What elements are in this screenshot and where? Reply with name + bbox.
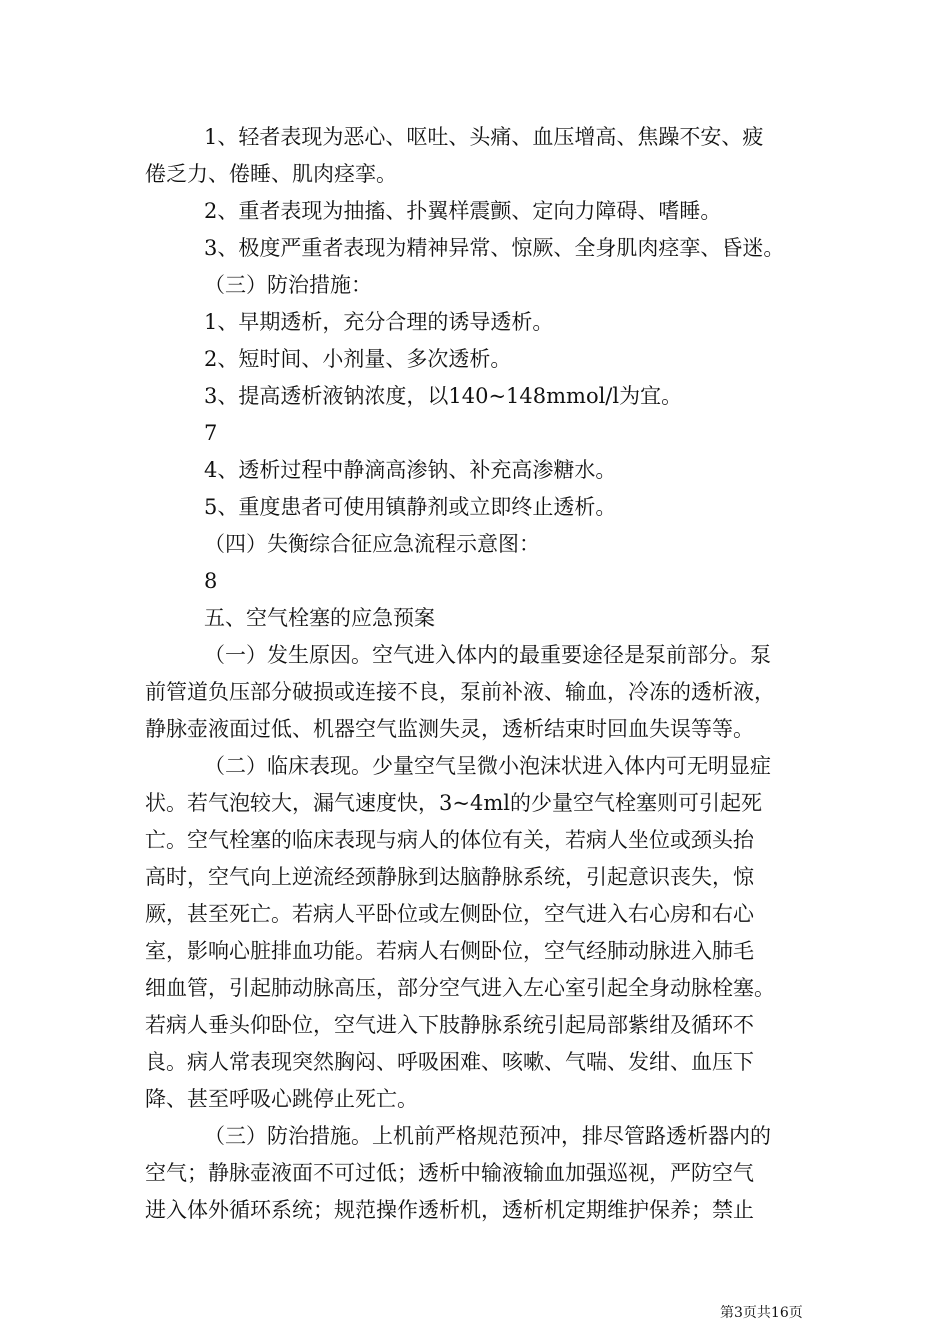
figure-number: 7 xyxy=(204,421,218,445)
text-line: 进入体外循环系统；规范操作透析机，透析机定期维护保养；禁止 xyxy=(145,1198,754,1222)
text-line: 1、轻者表现为恶心、呕吐、头痛、血压增高、焦躁不安、疲 xyxy=(204,125,764,149)
text-line: 空气；静脉壶液面不可过低；透析中输液输血加强巡视，严防空气 xyxy=(145,1161,754,1185)
text-line: 良。病人常表现突然胸闷、呼吸困难、咳嗽、气喘、发绀、血压下 xyxy=(145,1050,754,1074)
text-line: 3、提高透析液钠浓度，以140~148mmol/l为宜。 xyxy=(204,384,683,408)
text-line: 若病人垂头仰卧位，空气进入下肢静脉系统引起局部紫绀及循环不 xyxy=(145,1013,754,1037)
text-line: 5、重度患者可使用镇静剂或立即终止透析。 xyxy=(204,495,617,519)
section-heading: （四）失衡综合征应急流程示意图： xyxy=(204,532,540,556)
text-line: （一）发生原因。空气进入体内的最重要途径是泵前部分。泵 xyxy=(204,643,771,667)
page-footer: 第3页共16页 xyxy=(720,1305,803,1321)
text-line: 厥，甚至死亡。若病人平卧位或左侧卧位，空气进入右心房和右心 xyxy=(145,902,754,926)
text-line: 2、短时间、小剂量、多次透析。 xyxy=(204,347,512,371)
text-line: 亡。空气栓塞的临床表现与病人的体位有关，若病人坐位或颈头抬 xyxy=(145,828,754,852)
text-line: 静脉壶液面过低、机器空气监测失灵，透析结束时回血失误等等。 xyxy=(145,717,754,741)
text-line: 降、甚至呼吸心跳停止死亡。 xyxy=(145,1087,418,1111)
section-heading: （三）防治措施： xyxy=(204,273,372,297)
text-line: （二）临床表现。少量空气呈微小泡沫状进入体内可无明显症 xyxy=(204,754,771,778)
chapter-heading: 五、空气栓塞的应急预案 xyxy=(204,606,435,630)
text-line: （三）防治措施。上机前严格规范预冲，排尽管路透析器内的 xyxy=(204,1124,771,1148)
text-line: 前管道负压部分破损或连接不良，泵前补液、输血，冷冻的透析液， xyxy=(145,680,775,704)
text-line: 室，影响心脏排血功能。若病人右侧卧位，空气经肺动脉进入肺毛 xyxy=(145,939,754,963)
figure-number: 8 xyxy=(204,569,218,593)
text-line: 4、透析过程中静滴高渗钠、补充高渗糖水。 xyxy=(204,458,617,482)
text-line: 2、重者表现为抽搐、扑翼样震颤、定向力障碍、嗜睡。 xyxy=(204,199,722,223)
text-line: 状。若气泡较大，漏气速度快，3~4ml的少量空气栓塞则可引起死 xyxy=(145,791,762,815)
text-line: 3、极度严重者表现为精神异常、惊厥、全身肌肉痉挛、昏迷。 xyxy=(204,236,785,260)
text-line: 高时，空气向上逆流经颈静脉到达脑静脉系统，引起意识丧失，惊 xyxy=(145,865,754,889)
text-line: 细血管，引起肺动脉高压，部分空气进入左心室引起全身动脉栓塞。 xyxy=(145,976,775,1000)
text-line: 1、早期透析，充分合理的诱导透析。 xyxy=(204,310,554,334)
text-line: 倦乏力、倦睡、肌肉痉挛。 xyxy=(145,162,397,186)
